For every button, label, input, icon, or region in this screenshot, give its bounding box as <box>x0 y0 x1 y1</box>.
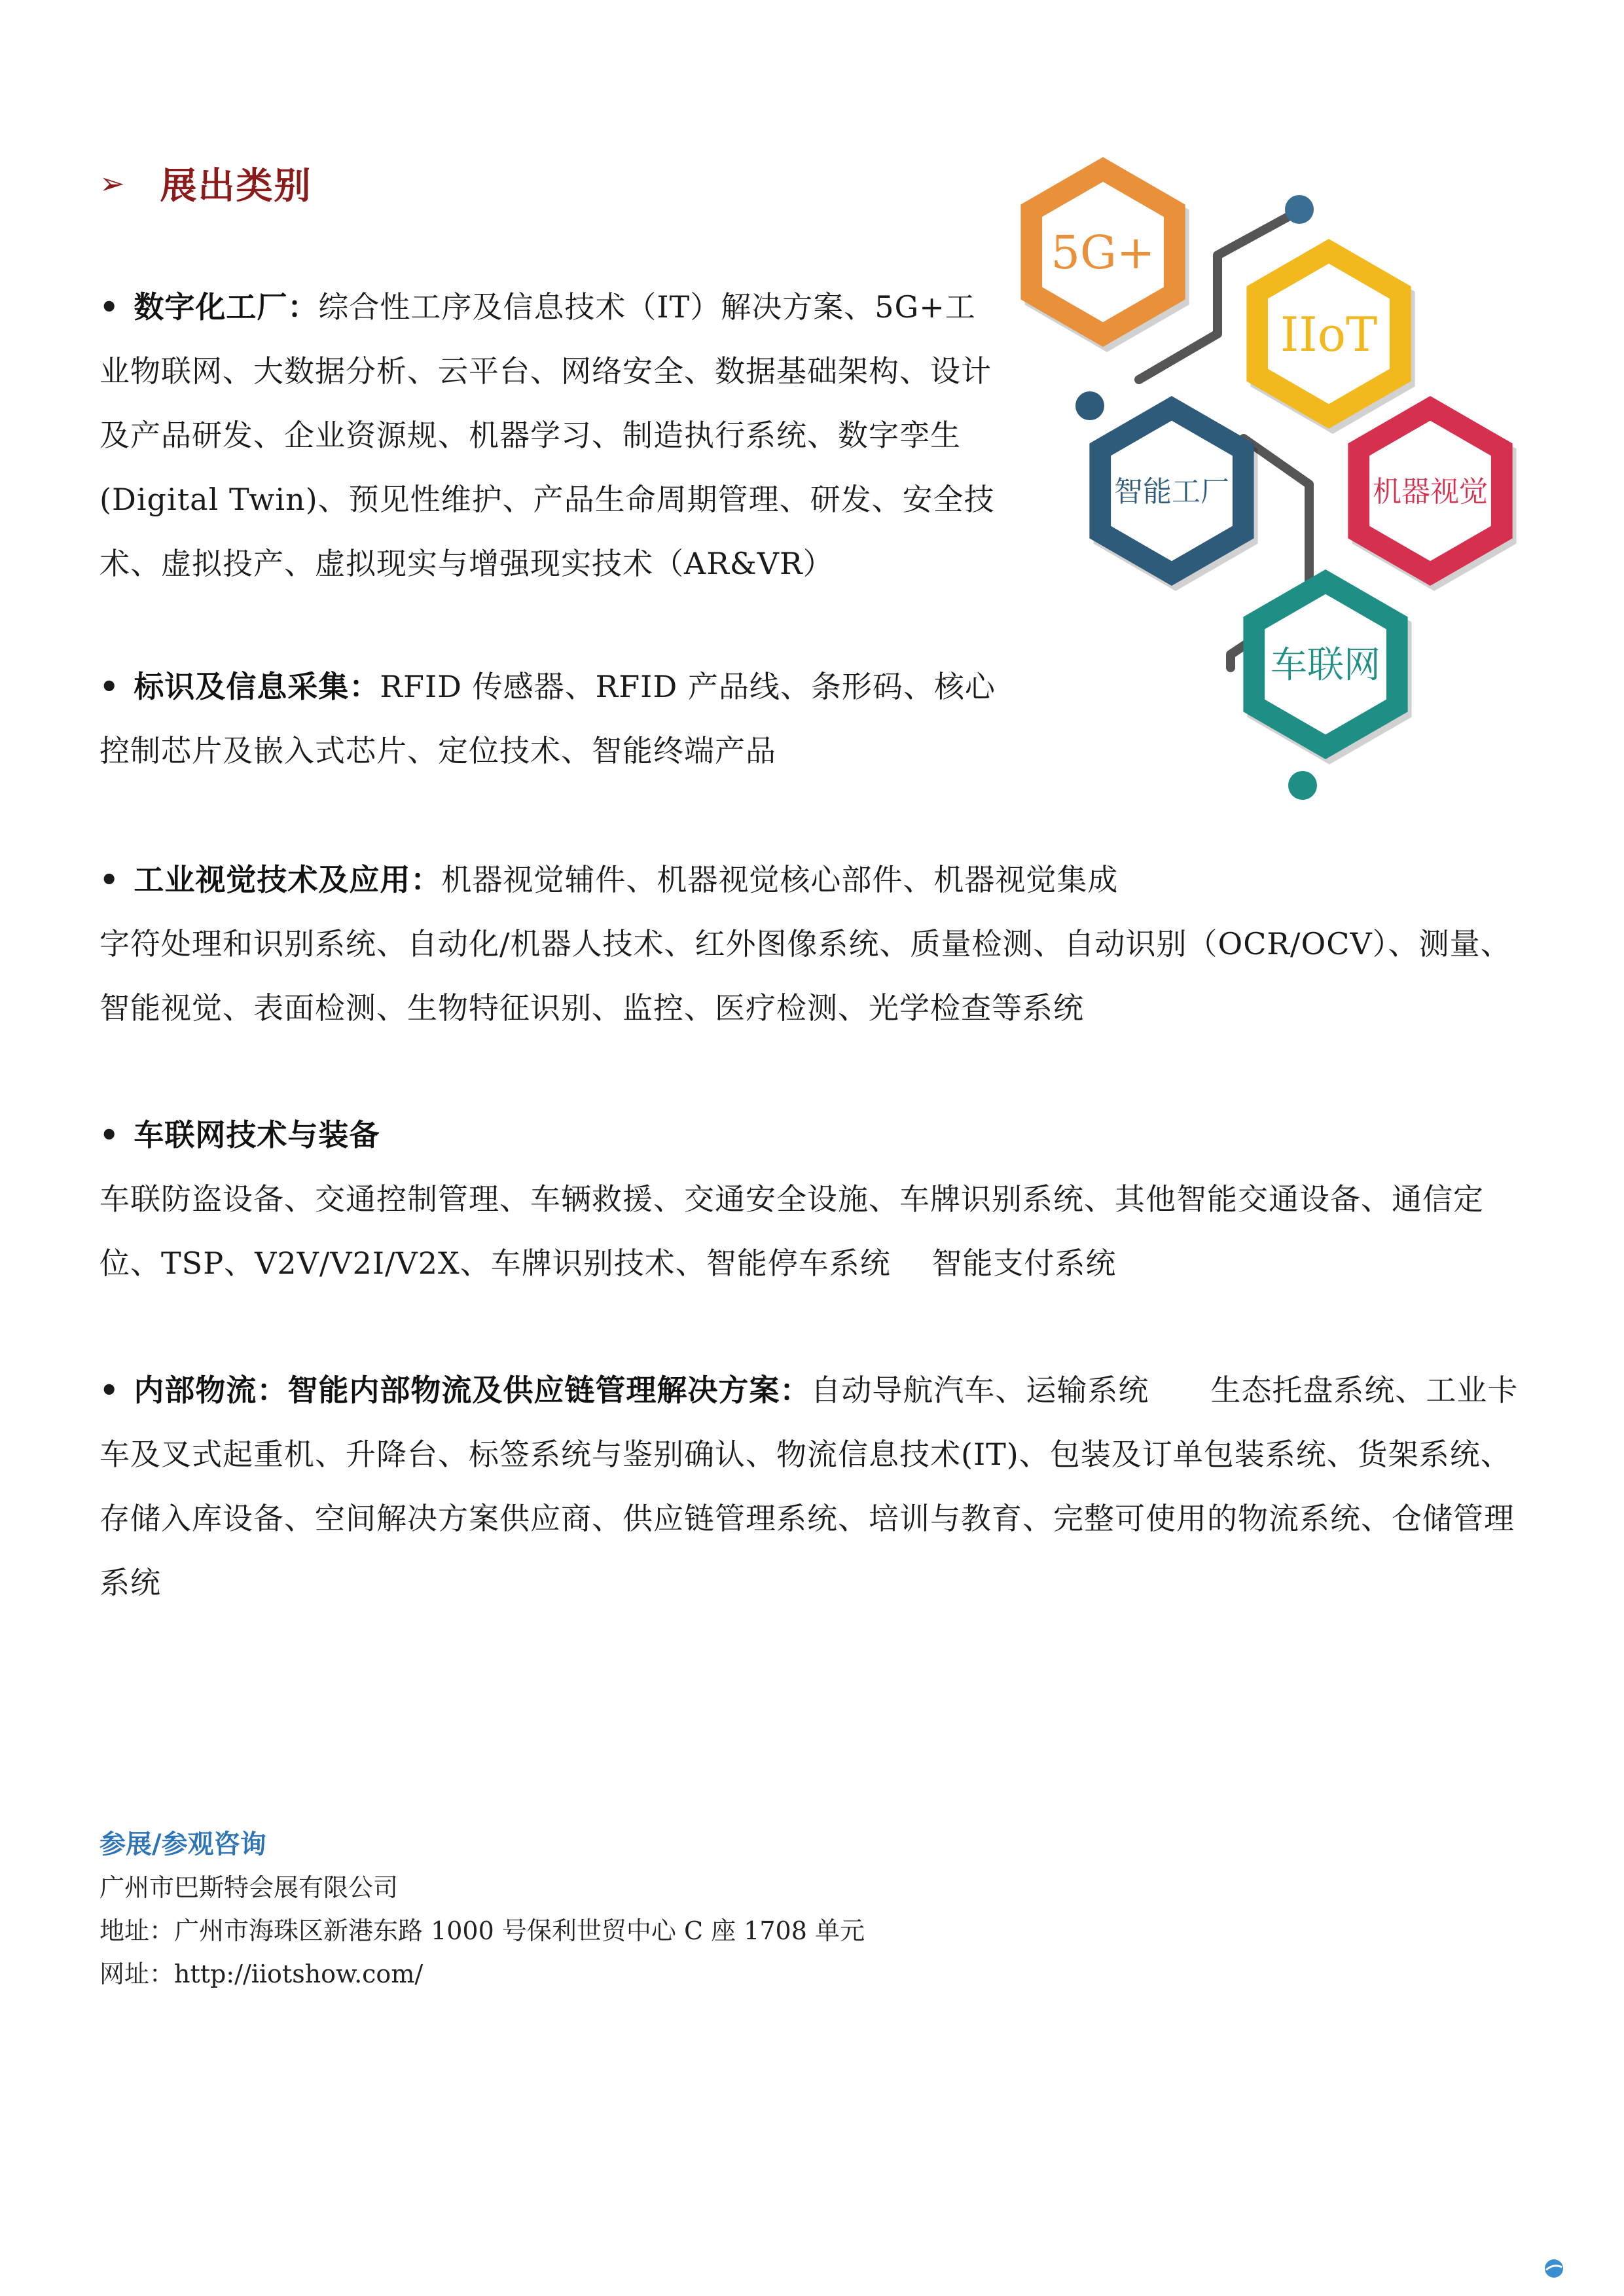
category-lead: 工业视觉技术及应用： <box>134 862 442 897</box>
hexagon-label: IIoT <box>1280 306 1378 362</box>
bullet: • <box>99 1372 120 1408</box>
hexagon-2 <box>1246 239 1415 434</box>
hexagon-3 <box>1089 396 1257 591</box>
category-identification <box>99 655 1003 783</box>
technology-hexagon-graphic <box>1001 144 1564 825</box>
hexagon-label: 智能工厂 <box>1114 475 1229 509</box>
section-heading <box>99 157 312 209</box>
contact-website[interactable]: 网址：http://iiotshow.com/ <box>99 1960 424 1988</box>
category-lead: 内部物流：智能内部物流及供应链管理解决方案： <box>134 1372 811 1408</box>
category-lead: 标识及信息采集： <box>134 669 380 704</box>
contact-address: 地址：广州市海珠区新港东路 1000 号保利世贸中心 C 座 1708 单元 <box>99 1916 865 1945</box>
category-body: 综合性工序及信息技术（IT）解决方案、5G+工业物联网、大数据分析、云平台、网络安全、数据基础架构、设计及产品研发、企业资源规、机器学习、制造执行系统、数字孪生(Digital Twin)、预见性维护、产品生命周期管理、研发、安全技术、虚拟投产、虚拟现实与增强现实技术（AR&VR） <box>99 289 995 581</box>
bullet: • <box>99 862 120 897</box>
category-lead: 数字化工厂： <box>134 289 319 325</box>
category-internal-logistics <box>99 1358 1540 1615</box>
category-vehicle-network <box>99 1103 1540 1295</box>
bullet: • <box>99 1117 120 1153</box>
category-body-continued: 字符处理和识别系统、自动化/机器人技术、红外图像系统、质量检测、自动识别（OCR/OCV）、测量、智能视觉、表面检测、生物特征识别、监控、医疗检测、光学检查等系统 <box>99 926 1511 1026</box>
category-body: 机器视觉辅件、机器视觉核心部件、机器视觉集成 <box>441 862 1119 897</box>
connector-dot <box>1288 771 1317 800</box>
category-body: 自动导航汽车、运输系统 生态托盘系统、工业卡车及叉式起重机、升降台、标签系统与鉴别确认、物流信息技术(IT)、包装及订单包装系统、货架系统、存储入库设备、空间解决方案供应商、供应链管理系统、培训与教育、完整可使用的物流系统、仓储管理系统 <box>99 1372 1519 1600</box>
bullet: • <box>99 289 120 325</box>
category-body: 车联防盗设备、交通控制管理、车辆救援、交通安全设施、车牌识别系统、其他智能交通设备、通信定位、TSP、V2V/V2I/V2X、车牌识别技术、智能停车系统 智能支付系统 <box>99 1181 1484 1281</box>
hexagon-label: 机器视觉 <box>1373 475 1488 509</box>
hexagon-5 <box>1243 569 1411 764</box>
contact-company: 广州市巴斯特会展有限公司 <box>99 1873 399 1902</box>
hexagon-1 <box>1020 157 1189 352</box>
connector-dot <box>1285 195 1314 224</box>
bullet: • <box>99 669 120 704</box>
category-industrial-vision <box>99 848 1540 1040</box>
hexagon-label: 5G+ <box>1051 226 1155 280</box>
contact-block <box>99 1823 865 1996</box>
arrow-icon: ➢ <box>99 166 125 201</box>
category-digital-factory <box>99 275 1003 596</box>
category-body: RFID 传感器、RFID 产品线、条形码、核心控制芯片及嵌入式芯片、定位技术、智能终端产品 <box>99 669 996 768</box>
contact-title: 参展/参观咨询 <box>99 1829 266 1859</box>
corner-logo-icon <box>1543 2258 1564 2279</box>
hexagon-4 <box>1348 396 1516 591</box>
hexagon-label: 车联网 <box>1271 644 1380 687</box>
category-lead: 车联网技术与装备 <box>134 1117 380 1153</box>
connector-dot <box>1075 391 1104 420</box>
section-title: 展出类别 <box>160 165 312 207</box>
